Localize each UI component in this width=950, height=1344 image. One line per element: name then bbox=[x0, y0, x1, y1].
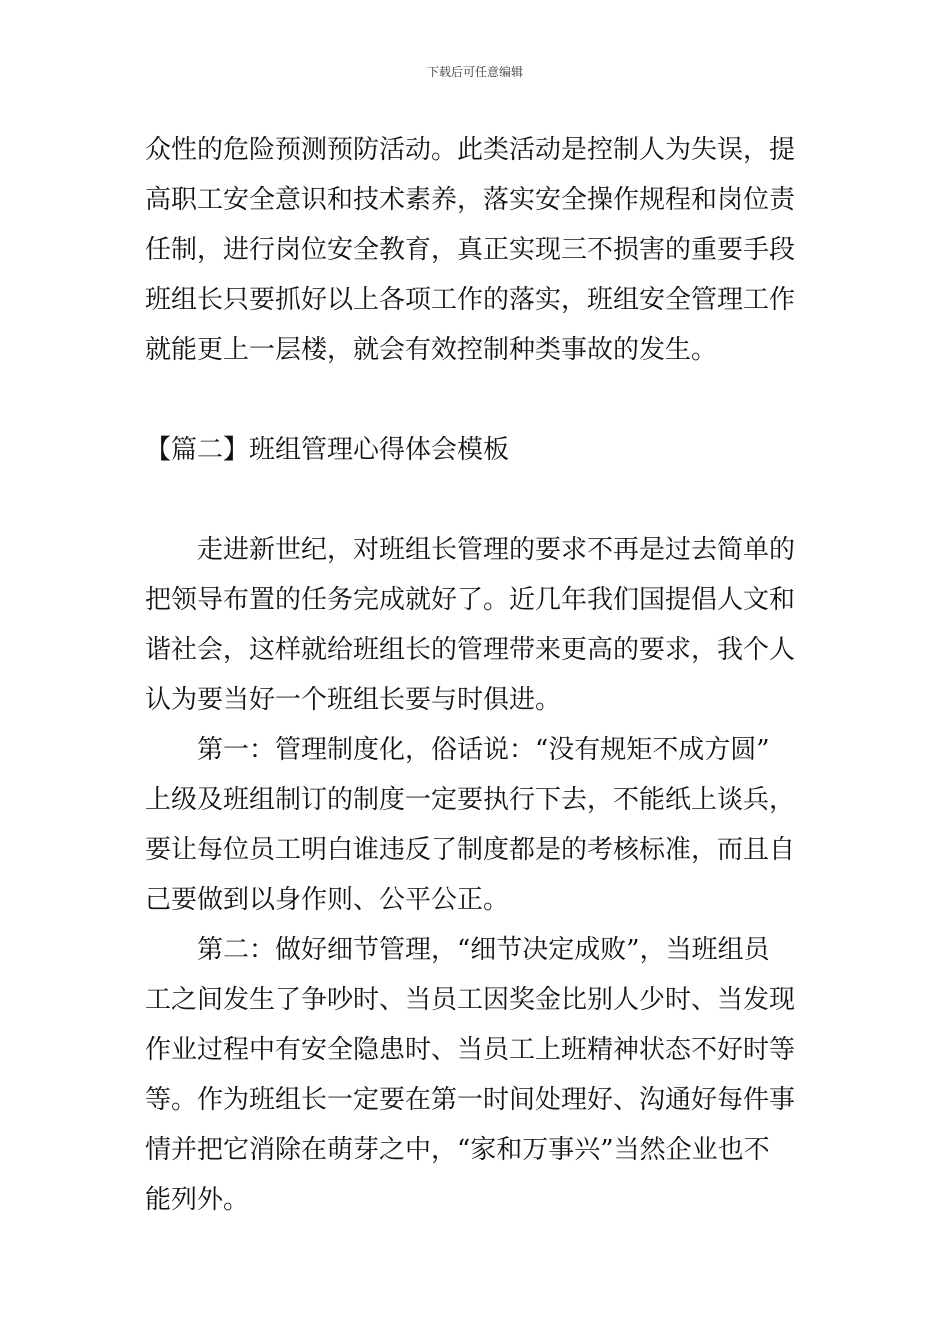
page-header-note: 下载后可任意编辑 bbox=[426, 65, 523, 79]
text-line: 众性的危险预测预防活动。此类活动是控制人为失误，提 bbox=[145, 135, 796, 165]
text-line: 把领导布置的任务完成就好了。近几年我们国提倡人文和 bbox=[145, 585, 796, 615]
spacer bbox=[145, 375, 815, 425]
text-line: 就能更上一层楼，就会有效控制种类事故的发生。 bbox=[145, 335, 718, 365]
paragraph-2 bbox=[145, 525, 815, 725]
text-line: 走进新世纪，对班组长管理的要求不再是过去简单的 bbox=[197, 535, 796, 565]
text-line: 等。作为班组长一定要在第一时间处理好、沟通好每件事 bbox=[145, 1085, 796, 1115]
text-line: 要让每位员工明白谁违反了制度都是的考核标准，而且自 bbox=[145, 835, 796, 865]
text-line: 作业过程中有安全隐患时、当员工上班精神状态不好时等 bbox=[145, 1035, 796, 1065]
paragraph-3 bbox=[145, 725, 815, 925]
text-line: 能列外。 bbox=[145, 1185, 250, 1215]
text-line: 第二：做好细节管理，“细节决定成败”，当班组员 bbox=[197, 935, 770, 965]
text-line: 上级及班组制订的制度一定要执行下去，不能纸上谈兵， bbox=[145, 785, 796, 815]
text-line: 谐社会，这样就给班组长的管理带来更高的要求，我个人 bbox=[145, 635, 796, 665]
spacer bbox=[145, 475, 815, 525]
text-line: 工之间发生了争吵时、当员工因奖金比别人少时、当发现 bbox=[145, 985, 796, 1015]
text-line: 情并把它消除在萌芽之中，“家和万事兴”当然企业也不 bbox=[145, 1135, 770, 1165]
paragraph-1 bbox=[145, 125, 815, 375]
paragraph-4 bbox=[145, 925, 815, 1225]
text-line: 认为要当好一个班组长要与时俱进。 bbox=[145, 685, 562, 715]
text-line: 第一：管理制度化，俗话说：“没有规矩不成方圆” bbox=[197, 735, 770, 765]
text-line: 任制，进行岗位安全教育，真正实现三不损害的重要手段 bbox=[145, 235, 796, 265]
document-body bbox=[145, 125, 815, 1225]
text-line: 高职工安全意识和技术素养，落实安全操作规程和岗位责 bbox=[145, 185, 796, 215]
section-title: 【篇二】班组管理心得体会模板 bbox=[145, 435, 510, 465]
text-line: 己要做到以身作则、公平公正。 bbox=[145, 885, 510, 915]
text-line: 班组长只要抓好以上各项工作的落实，班组安全管理工作 bbox=[145, 285, 796, 315]
